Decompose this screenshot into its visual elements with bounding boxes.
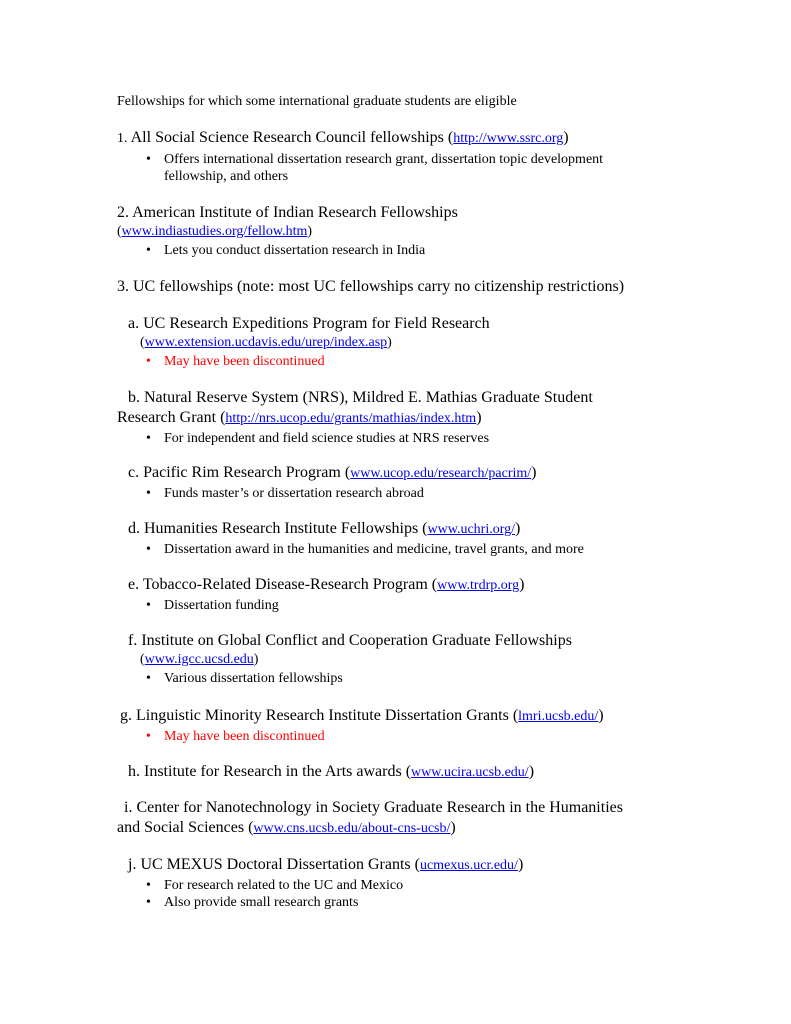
cns-link[interactable]: www.cns.ucsb.edu/about-cns-ucsb/ — [253, 821, 451, 836]
bullet-list — [117, 430, 677, 447]
bullet-icon: • — [146, 895, 151, 910]
entry-ucira — [117, 762, 677, 783]
entry-title: i. Center for Nanotechnology in Society Graduate Research in the Humanities — [124, 799, 623, 816]
list-item: • Lets you conduct dissertation research in India — [146, 243, 426, 258]
uchri-link[interactable]: www.uchri.org/ — [427, 522, 516, 537]
bullet-icon: • — [146, 542, 151, 557]
bullet-icon: • — [146, 671, 151, 686]
bullet-icon: • — [146, 354, 151, 369]
bullet-list — [117, 353, 677, 370]
entry-heading: h. Institute for Research in the Arts awards (www.ucira.ucsb.edu/) — [128, 763, 535, 780]
nrs-link[interactable]: http://nrs.ucop.edu/grants/mathias/index.htm — [225, 411, 477, 426]
entry-link-line: (www.indiastudies.org/fellow.htm) — [117, 224, 313, 239]
bullet-list — [117, 670, 677, 687]
bullet-list — [117, 485, 677, 502]
bullet-list — [117, 242, 677, 259]
entry-ssrc — [117, 128, 677, 185]
urep-link[interactable]: www.extension.ucdavis.edu/urep/index.asp — [144, 335, 388, 350]
entry-title: b. Natural Reserve System (NRS), Mildred E. Mathias Graduate Student — [128, 389, 593, 406]
intro-text: Fellowships for which some international graduate students are eligible — [117, 94, 517, 109]
entry-heading-cont: and Social Sciences (www.cns.ucsb.edu/about-cns-ucsb/) — [117, 819, 456, 836]
entry-heading — [117, 128, 677, 149]
entry-heading-cont: Research Grant (http://nrs.ucop.edu/grants/mathias/index.htm) — [117, 409, 482, 426]
close-paren: ) — [563, 129, 569, 146]
bullet-icon: • — [146, 598, 151, 613]
entry-title: All Social Science Research Council fellowships ( — [127, 129, 454, 146]
bullet-list — [117, 728, 677, 745]
lmri-link[interactable]: lmri.ucsb.edu/ — [518, 709, 599, 724]
entry-trdrp — [117, 575, 677, 614]
entry-link-line: (www.igcc.ucsd.edu) — [140, 652, 259, 667]
bullet-list — [117, 541, 677, 558]
list-item: • For research related to the UC and Mexico — [146, 878, 404, 893]
entry-nrs — [117, 388, 677, 447]
list-item: • Funds master’s or dissertation research abroad — [146, 486, 424, 501]
entry-heading: e. Tobacco-Related Disease-Research Program (www.trdrp.org) — [128, 576, 525, 593]
entry-urep — [117, 314, 677, 370]
bullet-icon: • — [146, 729, 151, 744]
entry-link-line: (www.extension.ucdavis.edu/urep/index.asp) — [140, 335, 392, 350]
list-item: • May have been discontinued — [146, 354, 325, 369]
entry-title: 2. American Institute of Indian Research Fellowships — [117, 204, 458, 221]
entry-uchri — [117, 519, 677, 558]
entry-igcc — [117, 631, 677, 687]
indiastudies-link[interactable]: www.indiastudies.org/fellow.htm — [121, 224, 308, 239]
entry-ucmexus — [117, 855, 677, 911]
list-item: • For independent and field science studies at NRS reserves — [146, 431, 490, 446]
entry-heading: d. Humanities Research Institute Fellowships (www.uchri.org/) — [128, 520, 521, 537]
ssrc-link[interactable]: http://www.ssrc.org — [453, 131, 564, 146]
entry-number: 1. — [117, 131, 128, 146]
list-item: • Dissertation funding — [146, 598, 279, 613]
entry-pacific-rim — [117, 463, 677, 502]
list-item: • Offers international dissertation research grant, dissertation topic development fellowship, and others — [146, 152, 604, 184]
bullet-icon: • — [146, 243, 151, 258]
entry-aiir — [117, 203, 677, 259]
list-item: • Dissertation award in the humanities and medicine, travel grants, and more — [146, 542, 584, 557]
bullet-icon: • — [146, 486, 151, 501]
entry-title: f. Institute on Global Conflict and Cooperation Graduate Fellowships — [128, 632, 572, 649]
list-item: • Also provide small research grants — [146, 895, 359, 910]
entry-title: 3. UC fellowships (note: most UC fellowships carry no citizenship restrictions) — [117, 278, 625, 295]
list-item: • May have been discontinued — [146, 729, 325, 744]
bullet-icon: • — [146, 878, 151, 893]
list-item: • Various dissertation fellowships — [146, 671, 343, 686]
igcc-link[interactable]: www.igcc.ucsd.edu — [144, 652, 254, 667]
pacrim-link[interactable]: www.ucop.edu/research/pacrim/ — [350, 466, 532, 481]
bullet-list — [117, 877, 677, 911]
ucira-link[interactable]: www.ucira.ucsb.edu/ — [411, 765, 529, 780]
bullet-icon: • — [146, 431, 151, 446]
entry-heading: g. Linguistic Minority Research Institute Dissertation Grants (lmri.ucsb.edu/) — [120, 707, 604, 724]
ucmexus-link[interactable]: ucmexus.ucr.edu/ — [419, 858, 518, 873]
trdrp-link[interactable]: www.trdrp.org — [437, 578, 520, 593]
entry-heading: c. Pacific Rim Research Program (www.ucop.edu/research/pacrim/) — [128, 464, 537, 481]
entry-lmri — [117, 706, 677, 745]
bullet-list — [117, 597, 677, 614]
bullet-list — [117, 151, 677, 185]
entry-uc-fellowships — [117, 277, 677, 297]
entry-heading: j. UC MEXUS Doctoral Dissertation Grants (ucmexus.ucr.edu/) — [128, 856, 524, 873]
bullet-icon: • — [146, 152, 151, 167]
entry-title: a. UC Research Expeditions Program for Field Research — [128, 315, 490, 332]
entry-cns — [117, 798, 677, 839]
